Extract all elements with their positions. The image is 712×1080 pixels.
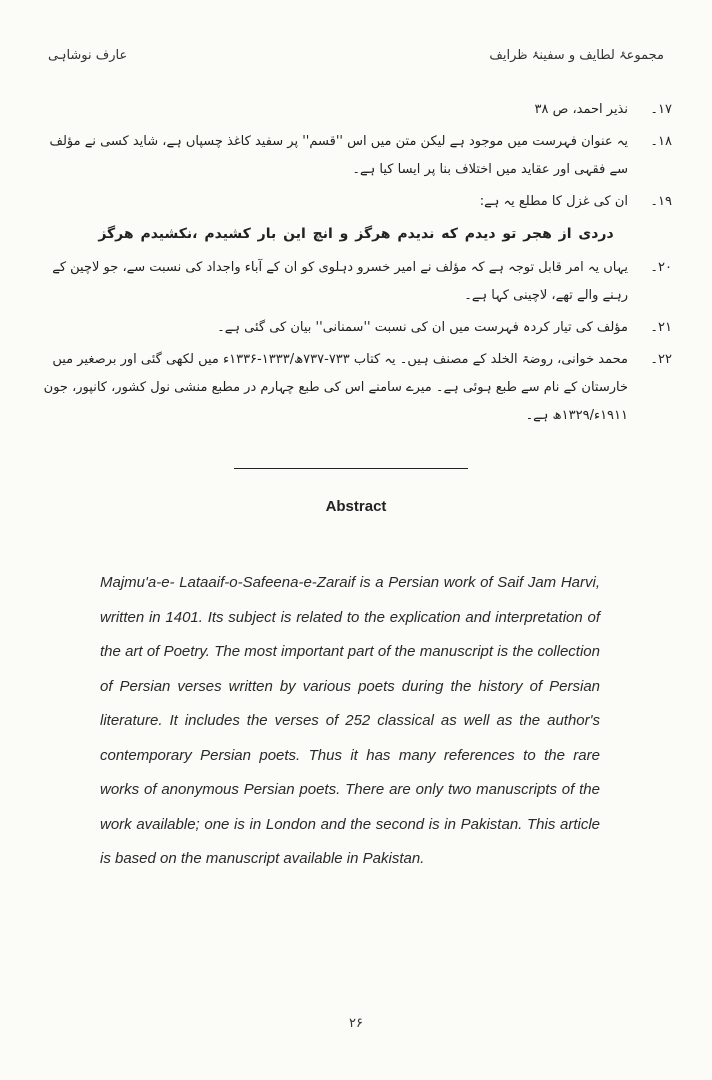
- endnote: [40, 188, 672, 216]
- endnote-text: ان کی غزل کا مطلع یہ ہے:: [479, 194, 628, 209]
- endnote: [40, 314, 672, 342]
- endnote: [40, 254, 672, 310]
- header-journal-title: مجموعۂ لطایف و سفینۂ ظرایف: [489, 47, 664, 63]
- endnote-number: ۲۲۔: [650, 352, 672, 367]
- abstract-text: Majmu'a-e- Lataaif-o-Safeena-e-Zaraif is a Persian work of Saif Jam Harvi, written in 1401. Its subject is related to the explication and interpretation of the art of Poetry. The most important part of the manuscript is the collection of Persian verses written by various poets during the history of Persian literature. It includes the verses of 252 classical as well as the author's contemporary Persian poets. Thus it has many references to the rare works of anonymous Persian poets. There are only two manuscripts of the work available; one is in London and the second is in Pakistan. This article is based on the manuscript available in Pakistan.: [100, 574, 600, 867]
- running-header: [48, 44, 664, 66]
- endnote-text: نذیر احمد، ص ۳۸: [534, 102, 628, 117]
- endnote-text: محمد خوانی، روضۃ الخلد کے مصنف ہیں۔ یہ کتاب ۷۳۳-۷۳۷ھ/۱۳۳۳-۱۳۳۶ء میں لکھی گئی اور برصغیر میں خارستان کے نام سے طبع ہوئی ہے۔ میرے سامنے اس کی طبع چہارم در مطبع منشی نول کشور، کانپور، جون ۱۹۱۱ء/۱۳۲۹ھ ہے۔: [43, 352, 628, 423]
- endnote-number: ۱۸۔: [650, 134, 672, 149]
- abstract-heading: Abstract: [325, 498, 387, 515]
- section-divider: [234, 468, 468, 469]
- endnote-text: یہ عنوان فہرست میں موجود ہے لیکن متن میں اس ''قسم'' پر سفید کاغذ چسپاں ہے، شاید کسی نے مؤلف سے فقہی اور عقاید میں اختلاف بنا پر ایسا کیا ہے۔: [49, 134, 628, 177]
- endnote: [40, 96, 672, 124]
- page-number: ۲۶: [349, 1016, 363, 1031]
- endnote: [40, 346, 672, 430]
- endnote-text: مؤلف کی تیار کردہ فہرست میں ان کی نسبت ''سمنانی'' بیان کی گئی ہے۔: [217, 320, 628, 335]
- endnote: [40, 128, 672, 184]
- endnotes: [40, 96, 672, 434]
- endnote-number: ۲۰۔: [650, 260, 672, 275]
- persian-verse: دردی از هجر تو دیدم که ندیدم هرگز و انچ این بار کشیدم ،نکشیدم هرگز: [98, 226, 614, 242]
- endnote-number: ۱۹۔: [650, 194, 672, 209]
- endnote-text: یہاں یہ امر قابل توجہ ہے کہ مؤلف نے امیر خسرو دہلوی کو ان کے آباء واجداد کی نسبت سے، جو لاچین کے رہنے والے تھے، لاچینی کہا ہے۔: [52, 260, 628, 303]
- endnote-number: ۱۷۔: [650, 102, 672, 117]
- endnote-number: ۲۱۔: [650, 320, 672, 335]
- header-author: عارف نوشاہی: [48, 47, 128, 63]
